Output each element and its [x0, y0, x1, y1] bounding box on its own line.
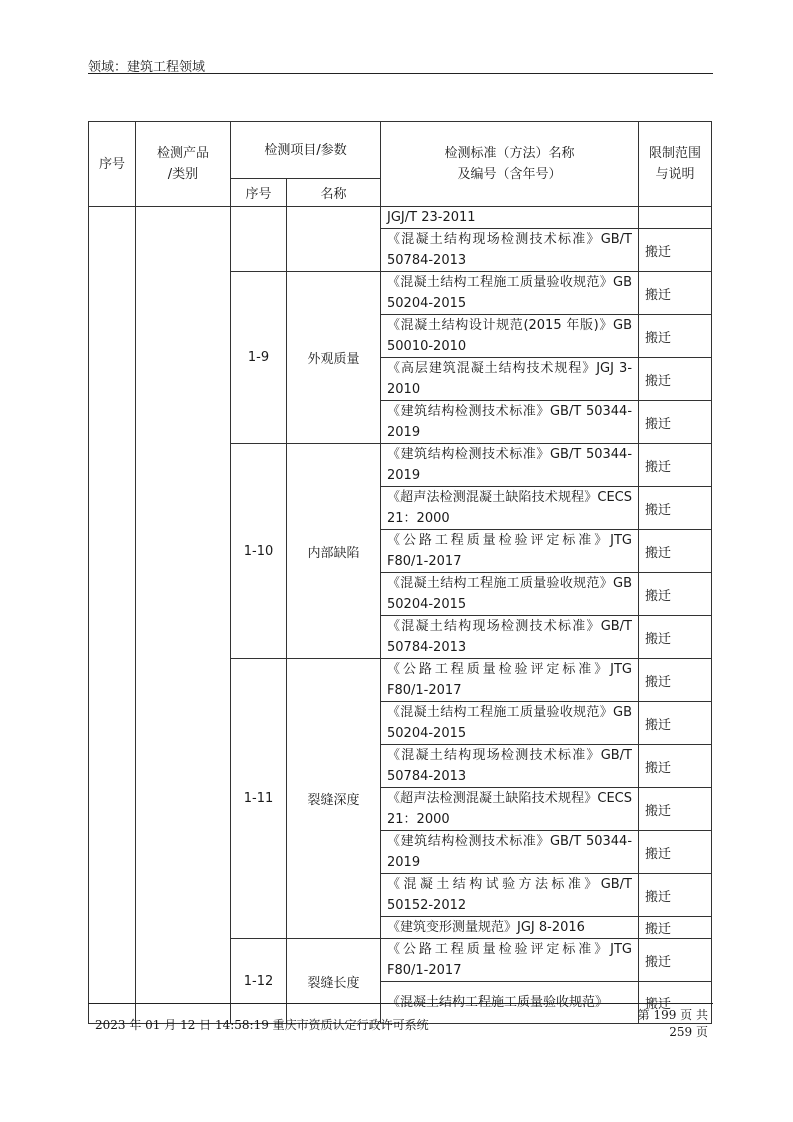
limit-cell: 搬迁 [639, 939, 712, 982]
standard-cell: 《混凝土结构现场检测技术标准》GB/T 50784-2013 [381, 229, 639, 272]
header-standard: 检测标准（方法）名称 及编号（含年号） [381, 122, 639, 207]
header-limit: 限制范围 与说明 [639, 122, 712, 207]
header-item-group: 检测项目/参数 [231, 122, 381, 179]
table-row [89, 207, 712, 229]
item-name-cell: 外观质量 [287, 272, 381, 444]
standard-cell: 《混凝土结构现场检测技术标准》GB/T 50784-2013 [381, 745, 639, 788]
standard-cell: JGJ/T 23-2011 [381, 207, 639, 229]
header-category: 检测产品 /类别 [136, 122, 231, 207]
header-seq: 序号 [89, 122, 136, 207]
col-category-cell [136, 207, 231, 1024]
standard-cell: 《超声法检测混凝土缺陷技术规程》CECS 21：2000 [381, 788, 639, 831]
standard-cell: 《混凝土结构工程施工质量验收规范》GB 50204-2015 [381, 702, 639, 745]
item-name-cell [287, 207, 381, 272]
standard-cell: 《高层建筑混凝土结构技术规程》JGJ 3-2010 [381, 358, 639, 401]
item-seq-cell: 1-12 [231, 939, 287, 1024]
standard-cell: 《超声法检测混凝土缺陷技术规程》CECS 21：2000 [381, 487, 639, 530]
standard-cell: 《建筑结构检测技术标准》GB/T 50344-2019 [381, 831, 639, 874]
standard-cell: 《建筑变形测量规范》JGJ 8-2016 [381, 917, 639, 939]
limit-cell: 搬迁 [639, 745, 712, 788]
limit-cell: 搬迁 [639, 874, 712, 917]
limit-cell: 搬迁 [639, 358, 712, 401]
item-name-cell: 裂缝深度 [287, 659, 381, 939]
footer-divider [88, 1003, 713, 1004]
standard-cell: 《混凝土结构现场检测技术标准》GB/T 50784-2013 [381, 616, 639, 659]
page-header: 领域：建筑工程领域 [88, 60, 206, 75]
limit-cell: 搬迁 [639, 487, 712, 530]
header-divider [88, 73, 713, 74]
limit-cell: 搬迁 [639, 444, 712, 487]
footer-page-number: 第 199 页 共 259 页 [637, 1008, 708, 1039]
limit-cell: 搬迁 [639, 530, 712, 573]
limit-cell: 搬迁 [639, 788, 712, 831]
item-seq-cell: 1-9 [231, 272, 287, 444]
standard-cell: 《混凝土结构工程施工质量验收规范》GB 50204-2015 [381, 573, 639, 616]
footer-timestamp: 2023 年 01 月 12 日 14:58:19 重庆市资质认定行政许可系统 [95, 1018, 429, 1032]
limit-cell: 搬迁 [639, 982, 712, 1024]
limit-cell: 搬迁 [639, 702, 712, 745]
standard-cell: 《建筑结构检测技术标准》GB/T 50344-2019 [381, 444, 639, 487]
header-item-name: 名称 [287, 179, 381, 207]
standard-cell: 《公路工程质量检验评定标准》JTG F80/1-2017 [381, 939, 639, 982]
accreditation-table [88, 121, 712, 1024]
limit-cell: 搬迁 [639, 315, 712, 358]
standard-cell: 《混凝土结构设计规范(2015 年版)》GB 50010-2010 [381, 315, 639, 358]
limit-cell: 搬迁 [639, 229, 712, 272]
header-item-seq: 序号 [231, 179, 287, 207]
limit-cell: 搬迁 [639, 659, 712, 702]
item-seq-cell [231, 207, 287, 272]
item-name-cell: 裂缝长度 [287, 939, 381, 1024]
limit-cell: 搬迁 [639, 573, 712, 616]
limit-cell: 搬迁 [639, 831, 712, 874]
standard-cell: 《公路工程质量检验评定标准》JTG F80/1-2017 [381, 530, 639, 573]
limit-cell: 搬迁 [639, 401, 712, 444]
standard-cell: 《混凝土结构试验方法标准》GB/T 50152-2012 [381, 874, 639, 917]
col-seq-cell [89, 207, 136, 1024]
standard-cell: 《建筑结构检测技术标准》GB/T 50344-2019 [381, 401, 639, 444]
table-body [89, 207, 712, 1024]
item-seq-cell: 1-10 [231, 444, 287, 659]
standard-cell: 《混凝土结构工程施工质量验收规范》 [381, 982, 639, 1024]
limit-cell: 搬迁 [639, 616, 712, 659]
item-seq-cell: 1-11 [231, 659, 287, 939]
standard-cell: 《公路工程质量检验评定标准》JTG F80/1-2017 [381, 659, 639, 702]
standard-cell: 《混凝土结构工程施工质量验收规范》GB 50204-2015 [381, 272, 639, 315]
limit-cell [639, 207, 712, 229]
limit-cell: 搬迁 [639, 917, 712, 939]
limit-cell: 搬迁 [639, 272, 712, 315]
item-name-cell: 内部缺陷 [287, 444, 381, 659]
